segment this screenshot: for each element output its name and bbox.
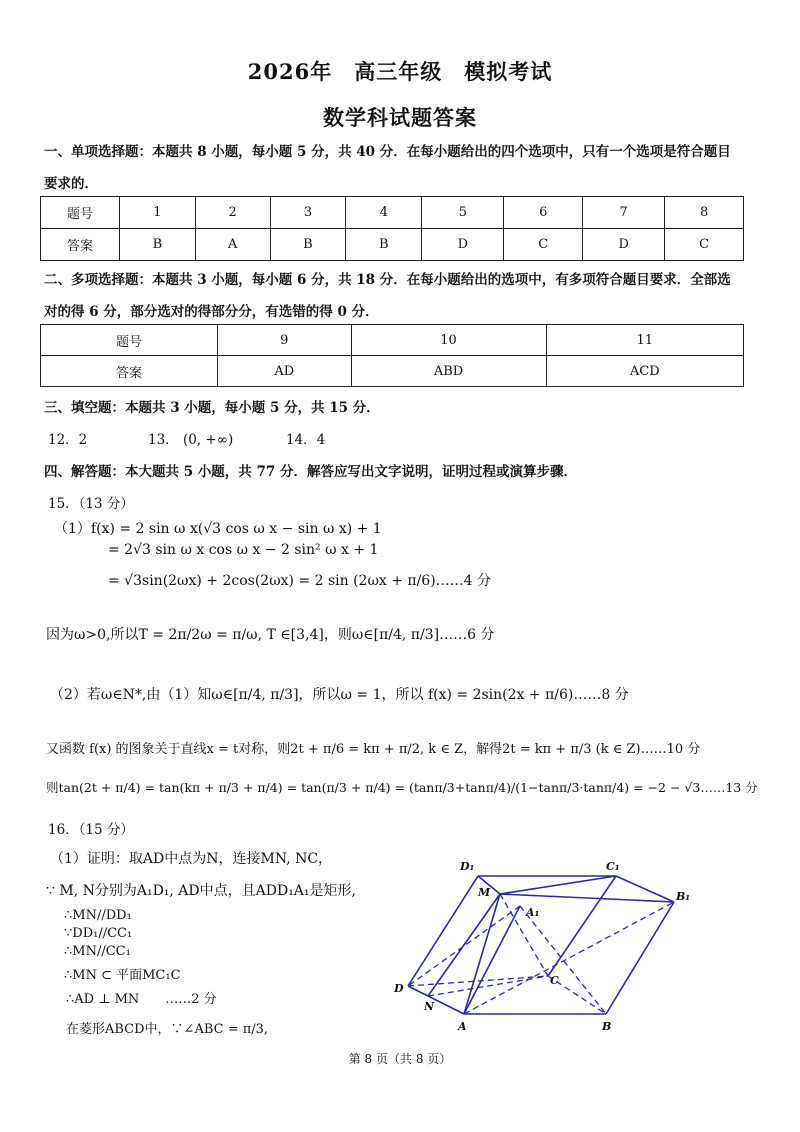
edge-MB1 <box>500 894 674 902</box>
hidden-A1B <box>520 906 606 1014</box>
table-answer-label: 答案 <box>41 229 120 261</box>
table-cell: ACD <box>546 356 743 387</box>
q15-line7: 则tan(2t + π/4) = tan(kπ + π/3 + π/4) = tan(π/3 + π/4) = (tanπ/3+tanπ/4)/(1−tanπ/3·tanπ/4) = −2 − √3……13 分 <box>46 780 758 795</box>
label-D: D <box>394 982 404 995</box>
hidden-AB1 <box>464 902 674 1014</box>
table-cell: 1 <box>120 197 196 229</box>
label-B: B <box>602 1020 612 1033</box>
q15-line4: 因为ω>0,所以T = 2π/2ω = π/ω, T ∈[3,4]，则ω∈[π/4, π/3]……6 分 <box>46 627 495 643</box>
table-cell: B <box>120 229 196 261</box>
table-cell: C <box>504 229 583 261</box>
answer-13: 13． (0, +∞) <box>148 432 234 448</box>
table-answer-label: 答案 <box>41 356 218 387</box>
section1-heading-line1: 一、单项选择题：本题共 8 小题，每小题 5 分，共 40 分．在每小题给出的四个选项中，只有一个选项是符合题目 <box>44 144 731 160</box>
table-cell: 3 <box>270 197 346 229</box>
table-cell: 4 <box>346 197 422 229</box>
multi-choice-answer-table <box>40 324 744 387</box>
exam-subtitle: 数学科试题答案 <box>323 105 477 130</box>
table-cell: ABD <box>351 356 546 387</box>
table-header-label: 题号 <box>41 197 120 229</box>
label-A: A <box>458 1020 467 1033</box>
q16-line7: ∴AD ⊥ MN ……2 分 <box>66 992 217 1007</box>
label-M: M <box>478 886 491 899</box>
exam-title: 2026年 高三年级 模拟考试 <box>247 59 553 84</box>
q15-line6: 又函数 f(x) 的图象关于直线x = t对称，则2t + π/6 = kπ + π/2, k ∈ Z，解得2t = kπ + π/3 (k ∈ Z)……10 分 <box>46 742 701 757</box>
table-cell: 9 <box>218 325 352 356</box>
q16-line4: ∵DD₁//CC₁ <box>64 926 133 941</box>
label-A1: A₁ <box>526 906 540 919</box>
table-cell: A <box>195 229 270 261</box>
table-cell: 5 <box>422 197 504 229</box>
label-N: N <box>424 1000 435 1013</box>
table-cell: 7 <box>583 197 665 229</box>
table-cell: D <box>583 229 665 261</box>
q15-line5: （2）若ω∈N*,由（1）知ω∈[π/4, π/3]，所以ω = 1，所以 f(x) = 2sin(2x + π/6)……8 分 <box>50 687 629 703</box>
edge-B1B <box>606 902 674 1014</box>
table-cell: 11 <box>546 325 743 356</box>
label-C: C <box>550 974 559 987</box>
single-choice-answer-table <box>40 196 744 261</box>
q16-label: 16．（15 分） <box>48 822 134 838</box>
q15-line2: = 2√3 sin ω x cos ω x − 2 sin² ω x + 1 <box>108 542 379 558</box>
table-cell: AD <box>218 356 352 387</box>
section1-heading-line2: 要求的． <box>44 176 98 192</box>
edge-D1D <box>408 876 478 986</box>
q16-line2: ∵ M, N分别为A₁D₁, AD中点，且ADD₁A₁是矩形, <box>46 883 356 899</box>
q15-label: 15．（13 分） <box>48 496 134 512</box>
hidden-MC <box>500 894 548 976</box>
edge-DA <box>408 986 464 1014</box>
table-cell: 8 <box>665 197 744 229</box>
page-footer: 第 8 页（共 8 页） <box>348 1052 452 1066</box>
section4-heading: 四、解答题：本大题共 5 小题，共 77 分．解答应写出文字说明，证明过程或演算步骤． <box>44 464 577 480</box>
section2-heading-line2: 对的得 6 分，部分选对的得部分分，有选错的得 0 分． <box>44 304 379 320</box>
table-cell: 10 <box>351 325 546 356</box>
table-header-label: 题号 <box>41 325 218 356</box>
edge-C1B1 <box>616 876 674 902</box>
label-D1: D₁ <box>460 860 475 873</box>
section3-heading: 三、填空题：本题共 3 小题，每小题 5 分，共 15 分． <box>44 400 380 416</box>
table-cell: 2 <box>195 197 270 229</box>
label-C1: C₁ <box>606 860 620 873</box>
q16-line5: ∴MN//CC₁ <box>64 944 131 959</box>
q15-line1: （1）f(x) = 2 sin ω x(√3 cos ω x − sin ω x) + 1 <box>54 521 382 537</box>
q16-line1: （1）证明：取AD中点为N，连接MN, NC， <box>50 851 333 867</box>
table-cell: C <box>665 229 744 261</box>
table-cell: D <box>422 229 504 261</box>
q16-line6: ∴MN ⊂ 平面MC₁C <box>64 968 181 983</box>
table-cell: B <box>346 229 422 261</box>
answer-12: 12．2 <box>48 432 88 448</box>
edge-C1M <box>500 876 616 894</box>
table-cell: 6 <box>504 197 583 229</box>
table-cell: B <box>270 229 346 261</box>
section2-heading-line1: 二、多项选择题：本题共 3 小题，每小题 6 分，共 18 分．在每小题给出的选项中，有多项符合题目要求．全部选 <box>44 272 731 288</box>
q16-line3: ∴MN//DD₁ <box>64 908 132 923</box>
q15-line3: = √3sin(2ωx) + 2cos(2ωx) = 2 sin (2ωx + π/6)……4 分 <box>108 573 492 589</box>
q16-line8: 在菱形ABCD中，∵∠ABC = π/3, <box>66 1022 269 1037</box>
edge-C1C <box>548 876 616 976</box>
prism-figure <box>380 850 700 1040</box>
label-B1: B₁ <box>676 890 691 903</box>
answer-14: 14．4 <box>286 432 326 448</box>
